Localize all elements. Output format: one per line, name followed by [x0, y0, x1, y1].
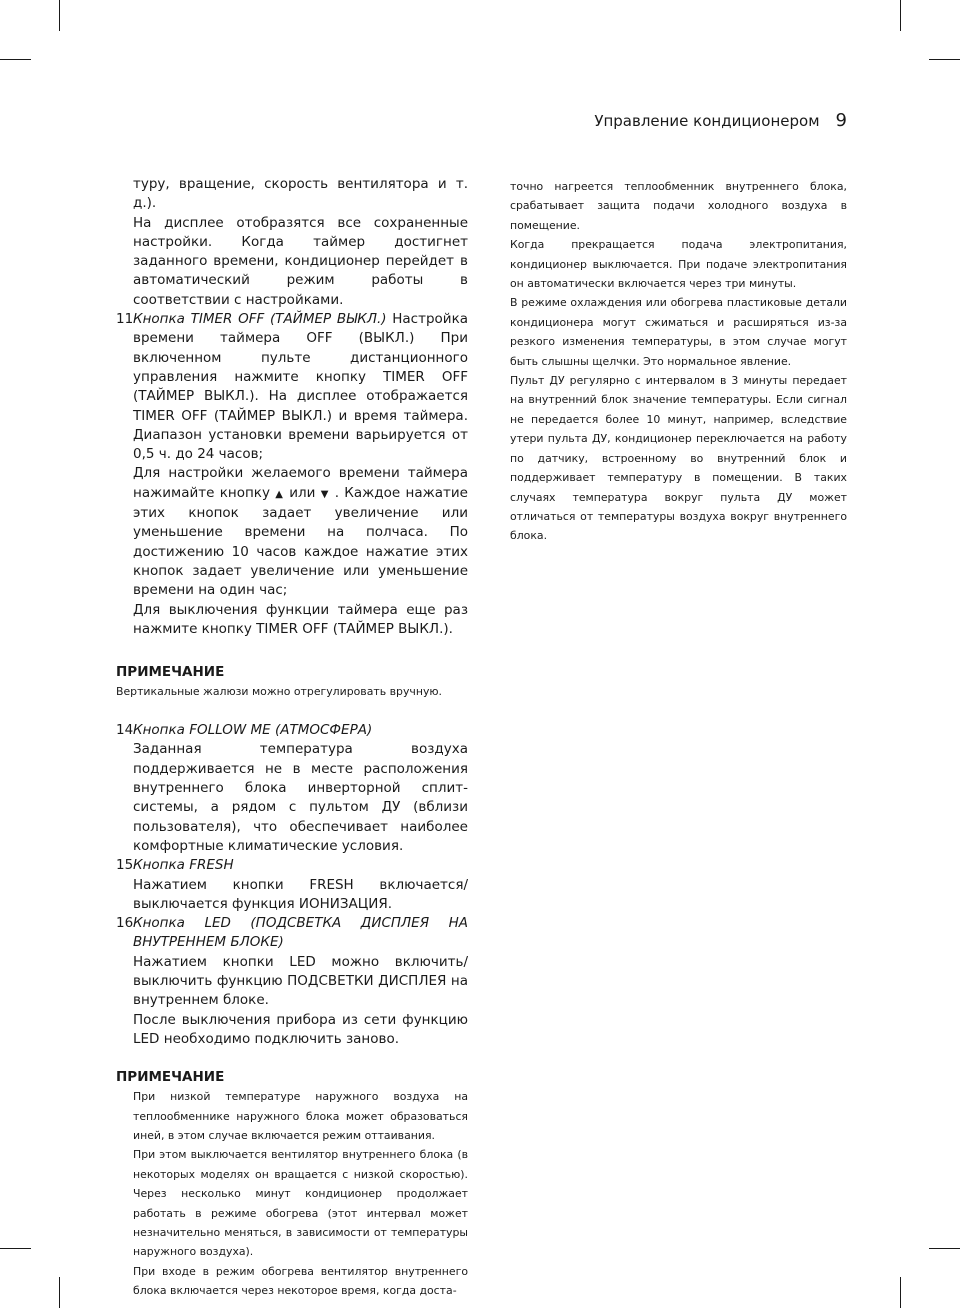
crop-mark-top-right-h	[929, 59, 960, 60]
down-arrow-icon: ▼	[320, 488, 330, 500]
intro-paragraph: На дисплее отобразятся все сохраненные настройки. Когда таймер достигнет заданного времени, кондиционер перейдет в автоматический режим работы в соответствии с настройками.	[133, 214, 468, 308]
item-title: Кнопка FRESH	[133, 857, 234, 874]
note-body	[116, 1087, 468, 1300]
paragraph: точно нагреется теплообменник внутреннего блока, срабатывает защита подачи холодного воздуха в помещение.	[510, 180, 847, 232]
intro-block	[116, 175, 468, 310]
item-text: После выключения прибора из сети функцию LED необходимо подключить заново.	[133, 1011, 468, 1047]
note-heading: ПРИМЕЧАНИЕ	[116, 1069, 225, 1086]
note-paragraph: При входе в режим обогрева вентилятор внутреннего блока включается через некоторое время, когда доста-	[133, 1264, 468, 1298]
note-heading: ПРИМЕЧАНИЕ	[116, 664, 225, 681]
item-number: 15	[116, 857, 134, 874]
item-paragraph: Для выключения функции таймера еще раз нажмите кнопку TIMER OFF (ТАЙМЕР ВЫКЛ.).	[133, 601, 468, 637]
right-column	[510, 177, 847, 546]
item-11	[116, 310, 468, 639]
crop-mark-bottom-right-v	[900, 1277, 901, 1308]
section-title: Управление кондиционером	[594, 112, 820, 130]
crop-mark-bottom-left-h	[0, 1248, 31, 1249]
item-number: 11	[116, 311, 134, 328]
item-15	[116, 856, 468, 914]
crop-mark-top-left-v	[59, 0, 60, 31]
item-paragraph: Для настройки желаемого времени таймера нажимайте кнопку ▲ или ▼ . Каждое нажатие этих кнопок задает увеличение или уменьшение времени на полчаса. По достижению 10 часов каждое нажатие этих кнопок задает увеличение или уменьшение времени на один час;	[133, 465, 468, 599]
intro-line: туру, вращение, скорость вентилятора и т. д.).	[133, 176, 468, 212]
item-number: 16	[116, 915, 134, 932]
note-paragraph: При этом выключается вентилятор внутреннего блока (в некоторых моделях он вращается с низкой скоростью). Через несколько минут кондиционер продолжает работать в режиме обогрева (этот интервал может незначительно меняться, в зависимости от температуры наружного воздуха).	[133, 1148, 468, 1259]
crop-mark-bottom-right-h	[929, 1248, 960, 1249]
note-text: Вертикальные жалюзи можно отрегулировать вручную.	[116, 685, 443, 699]
paragraph: В режиме охлаждения или обогрева пластиковые детали кондиционера могут сжиматься и расширяться из-за резкого изменения температуры, в этом случае могут быть слышны щелчки. Это нормальное явление.	[510, 296, 847, 368]
left-column	[116, 175, 468, 1301]
item-title: Кнопка TIMER OFF (ТАЙМЕР ВЫКЛ.)	[133, 311, 387, 328]
running-header	[594, 110, 847, 131]
crop-mark-top-right-v	[900, 0, 901, 31]
crop-mark-top-left-h	[0, 59, 31, 60]
item-text: Настройка времени таймера OFF (ВЫКЛ.) При включенном пульте дистанционного управления нажмите кнопку TIMER OFF (ТАЙМЕР ВЫКЛ.). На дисплее отображается TIMER OFF (ТАЙМЕР ВЫКЛ.) и время таймера. Диапазон установки времени варьируется от 0,5 ч. до 24 часов;	[133, 311, 468, 463]
paragraph: Когда прекращается подача электропитания, кондиционер выключается. При подаче электропитания он автоматически включается через три минуты.	[510, 238, 847, 291]
page-number: 9	[835, 110, 847, 131]
item-title: Кнопка LED (ПОДСВЕТКА ДИСПЛЕЯ НА ВНУТРЕННЕМ БЛОКЕ)	[133, 915, 468, 951]
crop-mark-bottom-left-v	[59, 1277, 60, 1308]
item-text: Нажатием кнопки LED можно включить/ выключить функцию ПОДСВЕТКИ ДИСПЛЕЯ на внутреннем блоке.	[133, 953, 468, 1009]
item-14	[116, 721, 468, 856]
item-text: Заданная температура воздуха поддерживается не в месте расположения внутреннего блока инверторной сплит-системы, а рядом с пультом ДУ (вблизи пользователя), что обеспечивает наиболее комфортные климатические условия.	[133, 741, 468, 854]
item-number: 14	[116, 722, 134, 739]
item-title: Кнопка FOLLOW ME (АТМОСФЕРА)	[133, 722, 373, 739]
up-arrow-icon: ▲	[275, 488, 284, 500]
item-text: Нажатием кнопки FRESH включается/выключается функция ИОНИЗАЦИЯ.	[133, 876, 468, 912]
paragraph: Пульт ДУ регулярно с интервалом в 3 минуты передает на внутренний блок значение температуры. Если сигнал не передается более 10 минут, например, вследствие утери пульта ДУ, кондиционер переключается на работу по датчику, встроенному во внутренний блок и поддерживает температуру в помещении. В таких случаях температура вокруг пульта ДУ может отличаться от температуры воздуха вокруг внутреннего блока.	[510, 374, 847, 543]
note-paragraph: При низкой температуре наружного воздуха на теплообменнике наружного блока может образоваться иней, в этом случае включается режим оттаивания.	[133, 1090, 468, 1142]
item-16	[116, 914, 468, 1049]
